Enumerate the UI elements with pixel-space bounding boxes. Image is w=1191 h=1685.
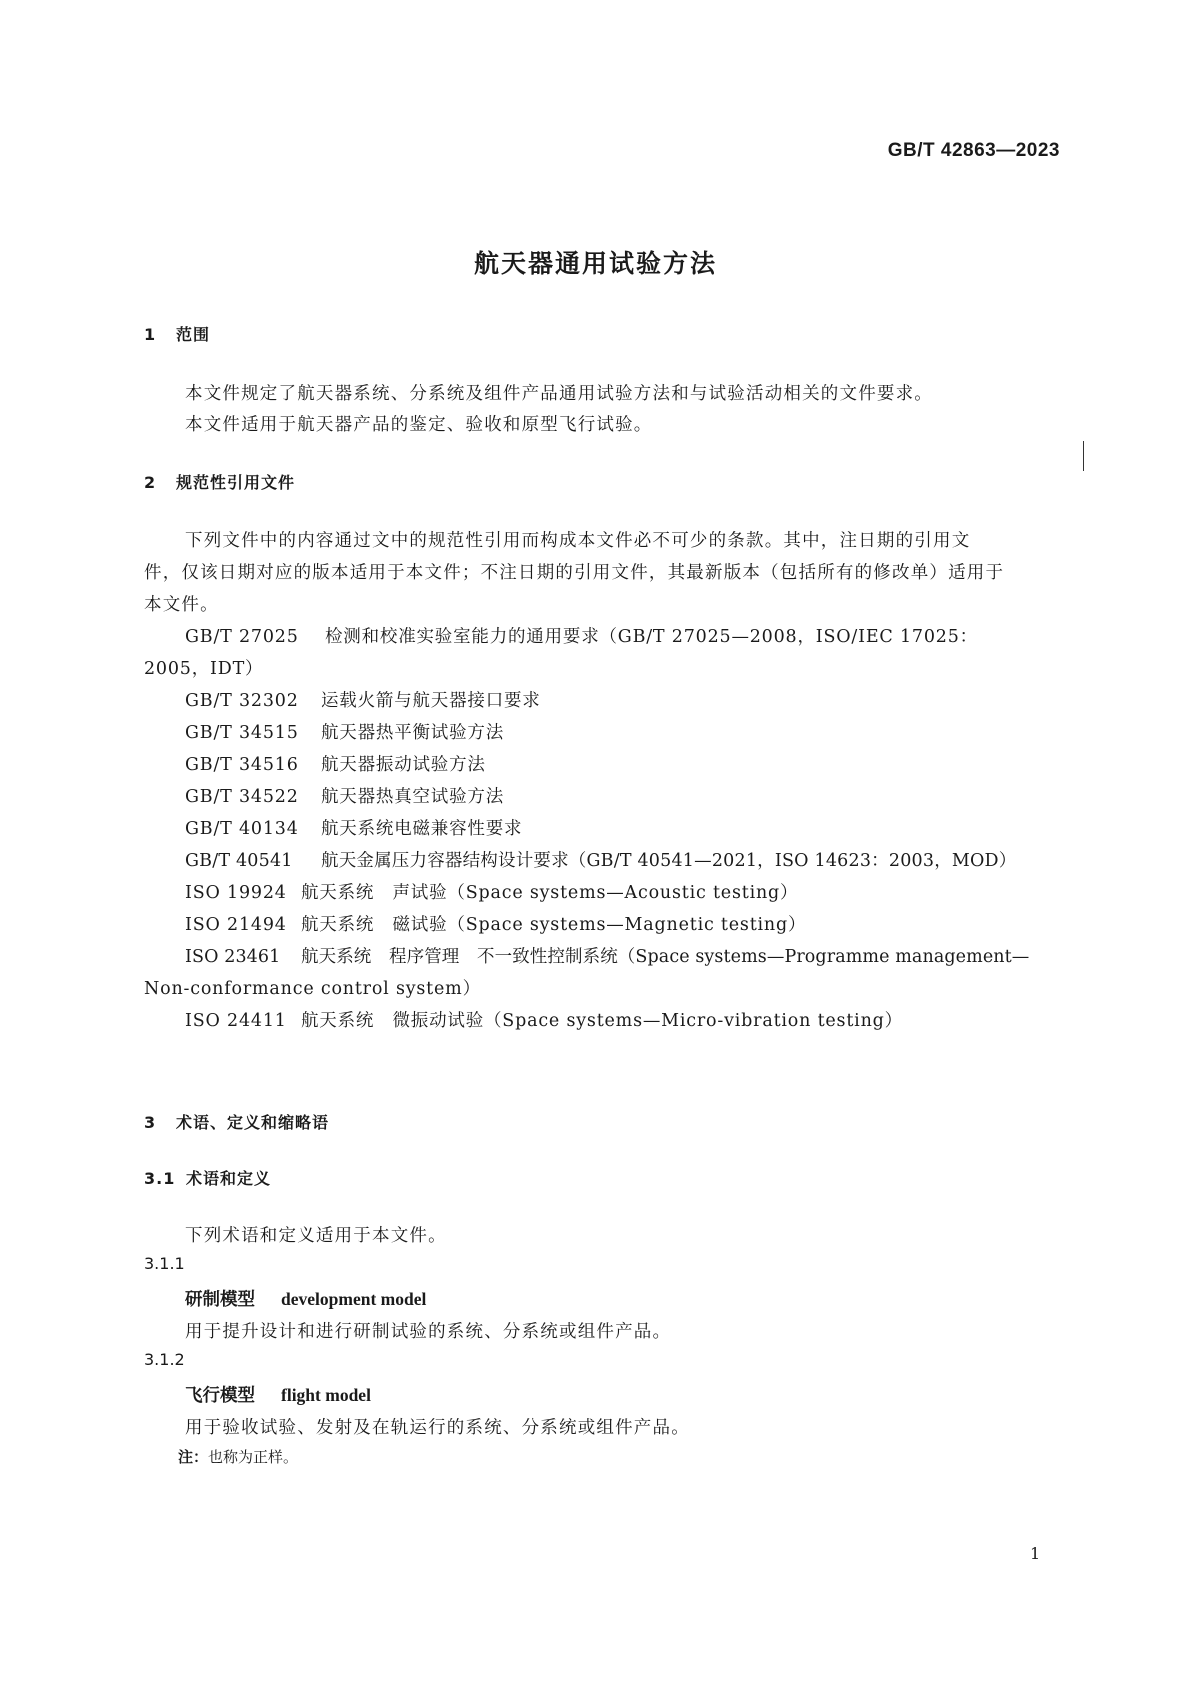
section-2-heading <box>144 470 295 493</box>
reference-code: GB/T 40541 <box>185 851 293 871</box>
reference-item <box>185 1007 903 1032</box>
reference-code: ISO 19924 <box>185 883 287 903</box>
change-bar <box>1083 441 1084 471</box>
section-title: 规范性引用文件 <box>176 473 296 492</box>
note <box>178 1446 298 1467</box>
reference-title: 航天系统电磁兼容性要求 <box>321 819 523 839</box>
reference-item <box>185 879 798 904</box>
section-number: 2 <box>144 473 157 492</box>
term-zh: 飞行模型 <box>185 1386 255 1406</box>
reference-item <box>185 911 806 936</box>
reference-title: 航天金属压力容器结构设计要求（GB/T 40541—2021，ISO 14623：2003，MOD） <box>321 851 1017 871</box>
reference-title: 航天系统 微振动试验（Space systems—Micro-vibration testing） <box>301 1011 903 1031</box>
reference-title: 航天器振动试验方法 <box>321 755 486 775</box>
document-title: 航天器通用试验方法 <box>473 249 717 278</box>
reference-title: 检测和校准实验室能力的通用要求（GB/T 27025—2008，ISO/IEC 17025： <box>325 627 978 647</box>
reference-title: 航天系统 程序管理 不一致性控制系统（Space systems—Programme management— <box>301 947 1030 967</box>
note-text: 也称为正样。 <box>208 1448 299 1466</box>
reference-title: 航天系统 磁试验（Space systems—Magnetic testing） <box>301 915 807 935</box>
term-zh: 研制模型 <box>185 1290 255 1310</box>
paragraph: 下列文件中的内容通过文中的规范性引用而构成本文件必不可少的条款。其中，注日期的引用文 <box>185 531 971 551</box>
reference-continuation: 2005，IDT） <box>144 659 264 679</box>
standard-code: GB/T 42863—2023 <box>887 140 1060 161</box>
reference-continuation: Non-conformance control system） <box>144 979 481 999</box>
reference-item <box>185 719 504 744</box>
reference-code: ISO 24411 <box>185 1011 287 1031</box>
term-definition: 用于提升设计和进行研制试验的系统、分系统或组件产品。 <box>185 1322 672 1342</box>
reference-title: 航天器热平衡试验方法 <box>321 723 504 743</box>
reference-title: 航天系统 声试验（Space systems—Acoustic testing） <box>301 883 799 903</box>
paragraph: 本文件。 <box>144 595 219 615</box>
subsection-title: 术语和定义 <box>186 1169 272 1188</box>
section-3-heading <box>144 1110 329 1133</box>
section-1-heading <box>144 322 210 345</box>
reference-code: ISO 21494 <box>185 915 287 935</box>
page-number: 1 <box>1030 1544 1041 1563</box>
reference-item <box>185 943 1029 968</box>
reference-item <box>185 751 486 776</box>
section-title: 范围 <box>176 325 211 344</box>
reference-item <box>185 687 541 712</box>
term-entry <box>185 1286 426 1311</box>
term-en: development model <box>281 1289 427 1309</box>
reference-code: GB/T 34516 <box>185 755 299 775</box>
term-definition: 用于验收试验、发射及在轨运行的系统、分系统或组件产品。 <box>185 1418 690 1438</box>
term-number: 3.1.2 <box>144 1350 185 1369</box>
paragraph: 下列术语和定义适用于本文件。 <box>185 1226 447 1246</box>
paragraph: 本文件适用于航天器产品的鉴定、验收和原型飞行试验。 <box>185 415 653 435</box>
reference-item <box>185 847 1017 872</box>
reference-code: ISO 23461 <box>185 947 281 967</box>
term-number: 3.1.1 <box>144 1254 185 1273</box>
paragraph: 本文件规定了航天器系统、分系统及组件产品通用试验方法和与试验活动相关的文件要求。 <box>185 384 933 404</box>
paragraph: 件，仅该日期对应的版本适用于本文件；不注日期的引用文件，其最新版本（包括所有的修改单）适用于 <box>144 563 1005 583</box>
reference-title: 运载火箭与航天器接口要求 <box>321 691 541 711</box>
section-number: 1 <box>144 325 157 344</box>
subsection-3-1-heading <box>144 1166 271 1189</box>
note-label: 注： <box>178 1448 209 1466</box>
term-en: flight model <box>281 1385 371 1405</box>
reference-item <box>185 783 504 808</box>
reference-code: GB/T 27025 <box>185 627 299 647</box>
section-number: 3 <box>144 1113 157 1132</box>
term-entry <box>185 1382 371 1407</box>
reference-code: GB/T 34515 <box>185 723 299 743</box>
reference-code: GB/T 32302 <box>185 691 299 711</box>
reference-title: 航天器热真空试验方法 <box>321 787 504 807</box>
section-title: 术语、定义和缩略语 <box>176 1113 330 1132</box>
subsection-number: 3.1 <box>144 1169 176 1188</box>
reference-code: GB/T 34522 <box>185 787 299 807</box>
reference-item <box>185 623 978 648</box>
reference-code: GB/T 40134 <box>185 819 299 839</box>
reference-item <box>185 815 522 840</box>
